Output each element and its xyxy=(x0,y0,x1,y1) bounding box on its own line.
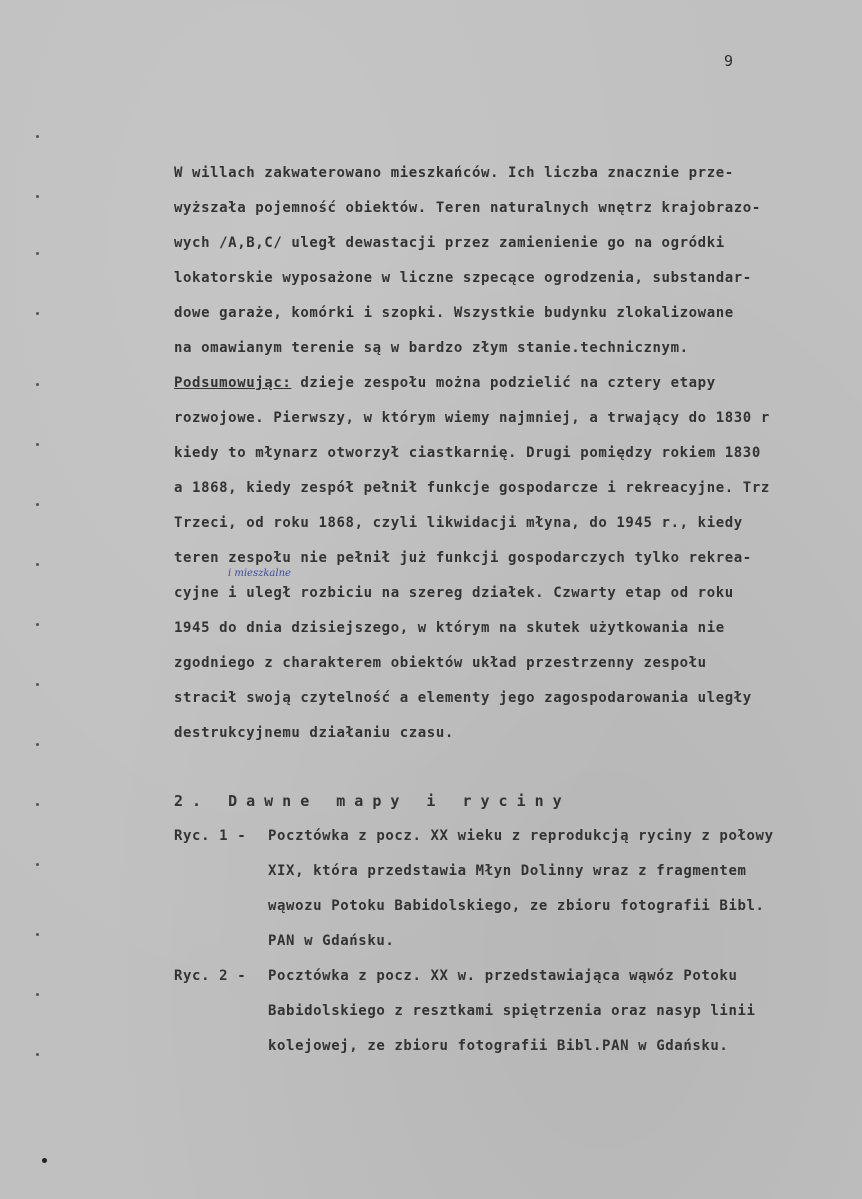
summary-line: stracił swoją czytelność a elementy jego zagospodarowania uległy xyxy=(174,690,752,706)
section-heading: 2. Dawne mapy i ryciny xyxy=(174,792,571,810)
caption-line: wąwozu Potoku Babidolskiego, ze zbioru fotografii Bibl. xyxy=(268,898,765,914)
margin-mark xyxy=(36,252,39,255)
summary-line: 1945 do dnia dzisiejszego, w którym na skutek użytkowania nie xyxy=(174,620,725,636)
body-line: W willach zakwaterowano mieszkańców. Ich liczba znacznie prze- xyxy=(174,165,734,181)
margin-mark xyxy=(36,993,39,996)
body-line: dowe garaże, komórki i szopki. Wszystkie budynku zlokalizowane xyxy=(174,305,734,321)
summary-first-line xyxy=(174,375,716,391)
caption-label: Ryc. 1 - xyxy=(174,828,247,844)
margin-mark xyxy=(36,503,39,506)
margin-mark xyxy=(36,863,39,866)
margin-mark xyxy=(36,1053,39,1056)
handwritten-note: i mieszkalne xyxy=(228,568,291,579)
summary-label: Podsumowując: xyxy=(174,375,292,391)
caption-line: Babidolskiego z resztkami spiętrzenia oraz nasyp linii xyxy=(268,1003,756,1019)
margin-mark xyxy=(36,383,39,386)
body-line: wych /A,B,C/ uległ dewastacji przez zamienienie go na ogródki xyxy=(174,235,725,251)
caption-line: XIX, która przedstawia Młyn Dolinny wraz z fragmentem xyxy=(268,863,747,879)
caption-line: Pocztówka z pocz. XX w. przedstawiająca wąwóz Potoku xyxy=(268,968,738,984)
margin-mark xyxy=(36,195,39,198)
summary-line: teren zespołu nie pełnił już funkcji gospodarczych tylko rekrea- xyxy=(174,550,752,566)
margin-mark xyxy=(36,135,39,138)
page-number: 9 xyxy=(724,52,735,70)
summary-line: kiedy to młynarz otworzył ciastkarnię. Drugi pomiędzy rokiem 1830 xyxy=(174,445,761,461)
margin-mark xyxy=(36,683,39,686)
margin-mark xyxy=(36,443,39,446)
margin-mark xyxy=(36,312,39,315)
summary-first-line-text: dzieje zespołu można podzielić na cztery etapy xyxy=(291,375,716,391)
summary-line: rozwojowe. Pierwszy, w którym wiemy najmniej, a trwający do 1830 r xyxy=(174,410,770,426)
summary-line: zgodniego z charakterem obiektów układ przestrzenny zespołu xyxy=(174,655,707,671)
margin-mark xyxy=(36,623,39,626)
margin-mark xyxy=(36,743,39,746)
margin-mark xyxy=(36,803,39,806)
body-line: wyższała pojemność obiektów. Teren naturalnych wnętrz krajobrazo- xyxy=(174,200,761,216)
margin-mark xyxy=(36,563,39,566)
caption-label: Ryc. 2 - xyxy=(174,968,247,984)
caption-line: kolejowej, ze zbioru fotografii Bibl.PAN w Gdańsku. xyxy=(268,1038,729,1054)
summary-line: destrukcyjnemu działaniu czasu. xyxy=(174,725,454,741)
body-line: lokatorskie wyposażone w liczne szpecące ogrodzenia, substandar- xyxy=(174,270,752,286)
caption-line: PAN w Gdańsku. xyxy=(268,933,395,949)
caption-line: Pocztówka z pocz. XX wieku z reprodukcją ryciny z połowy xyxy=(268,828,774,844)
summary-line: Trzeci, od roku 1868, czyli likwidacji młyna, do 1945 r., kiedy xyxy=(174,515,743,531)
margin-mark xyxy=(42,1158,47,1163)
summary-line: cyjne i uległ rozbiciu na szereg działek. Czwarty etap od roku xyxy=(174,585,734,601)
body-line: na omawianym terenie są w bardzo złym stanie.technicznym. xyxy=(174,340,689,356)
summary-line: a 1868, kiedy zespół pełnił funkcje gospodarcze i rekreacyjne. Trz xyxy=(174,480,770,496)
margin-mark xyxy=(36,933,39,936)
